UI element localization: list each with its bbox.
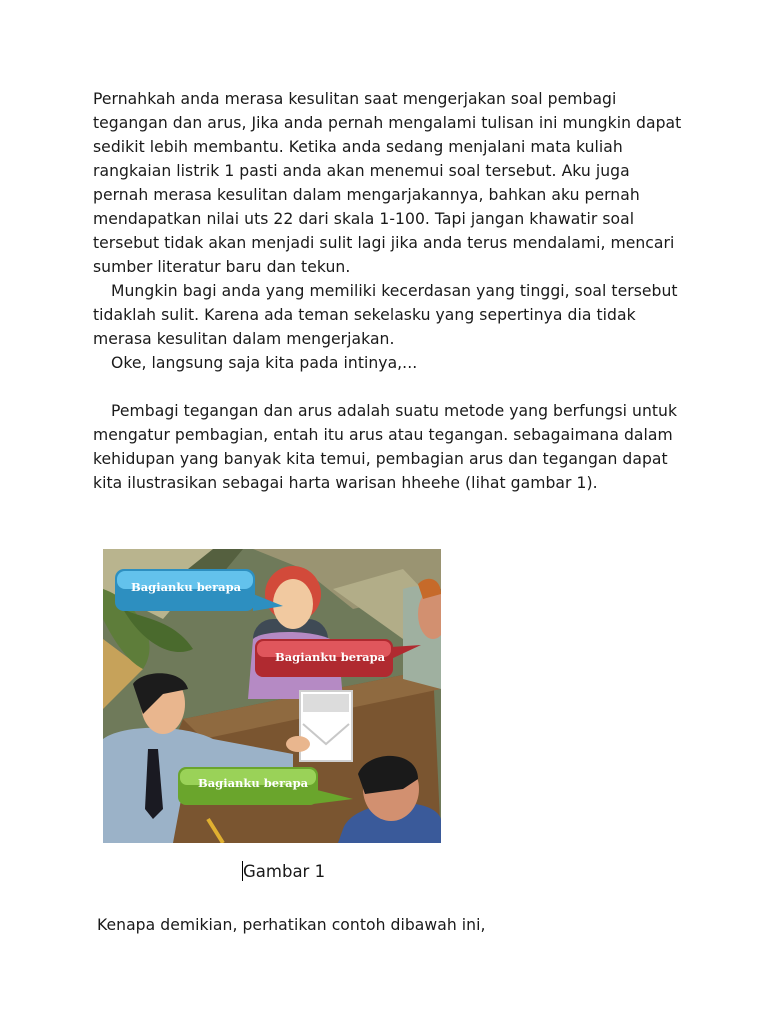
text-line: kita ilustrasikan sebagai harta warisan hheehe (lihat gambar 1). — [93, 474, 598, 492]
text-line: Mungkin bagi anda yang memiliki kecerdasan yang tinggi, soal tersebut — [111, 282, 678, 300]
paragraph-smart-friend — [93, 279, 693, 351]
text-line: mendapatkan nilai uts 22 dari skala 1-100. Tapi jangan khawatir soal — [93, 210, 635, 228]
bubble-blue-label: Bagianku berapa — [131, 580, 242, 594]
figure-caption — [242, 860, 325, 884]
paragraph-definition — [93, 399, 693, 495]
text-line: Pembagi tegangan dan arus adalah suatu metode yang berfungsi untuk — [111, 402, 678, 420]
bubble-green-label: Bagianku berapa — [198, 776, 309, 790]
text-line: rangkaian listrik 1 pasti anda akan menemui soal tersebut. Aku juga — [93, 162, 630, 180]
paragraph-intro — [93, 87, 693, 279]
text-line: Kenapa demikian, perhatikan contoh dibawah ini, — [97, 916, 486, 934]
caption-text: Gambar 1 — [243, 862, 326, 881]
bubble-red-label: Bagianku berapa — [275, 650, 386, 664]
text-line: tegangan dan arus, Jika anda pernah mengalami tulisan ini mungkin dapat — [93, 114, 682, 132]
text-line: tersebut tidak akan menjadi sulit lagi jika anda terus mendalami, mencari — [93, 234, 675, 252]
text-line: Oke, langsung saja kita pada intinya,... — [111, 354, 418, 372]
text-line: Pernahkah anda merasa kesulitan saat mengerjakan soal pembagi — [93, 90, 617, 108]
text-line: kehidupan yang banyak kita temui, pembagian arus dan tegangan dapat — [93, 450, 668, 468]
paragraph-lets-go — [93, 351, 693, 375]
text-line: sumber literatur baru dan tekun. — [93, 258, 351, 276]
text-line: sedikit lebih membantu. Ketika anda sedang menjalani mata kuliah — [93, 138, 623, 156]
inheritance-illustration — [103, 549, 441, 843]
text-line: mengatur pembagian, entah itu arus atau tegangan. sebagaimana dalam — [93, 426, 673, 444]
text-line: merasa kesulitan dalam mengerjakan. — [93, 330, 395, 348]
text-line: tidaklah sulit. Karena ada teman sekelasku yang sepertinya dia tidak — [93, 306, 636, 324]
text-line: pernah merasa kesulitan dalam mengarjakannya, bahkan aku pernah — [93, 186, 640, 204]
paragraph-example-intro — [97, 913, 697, 937]
